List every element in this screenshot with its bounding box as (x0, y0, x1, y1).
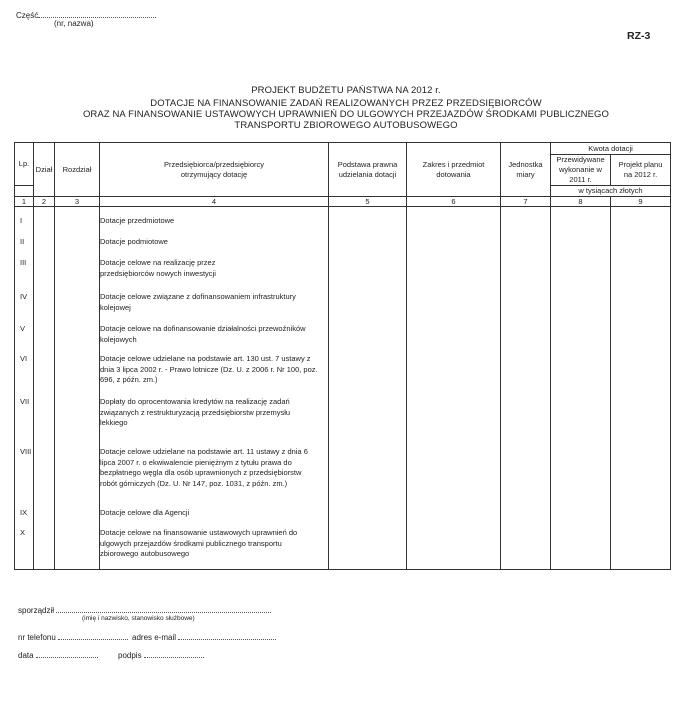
header-zakres: Zakres i przedmiot dotowania (407, 143, 501, 197)
col-num-6: 6 (407, 197, 501, 207)
podpis-field[interactable] (118, 648, 204, 660)
title-line-1: PROJEKT BUDŻETU PAŃSTWA NA 2012 r. (251, 85, 441, 96)
body-cell[interactable] (611, 207, 671, 570)
row-name: Dotacje celowe udzielane na podstawie art. 11 ustawy z dnia 6 lipca 2007 r. o ekwiwalencie pieniężnym z tytułu prawa do bezpłatnego węgla dla osób uprawnionych z przedsiębiorstw robót górniczych (Dz. U. Nr 147, poz. 1031, z późn. zm.) (100, 447, 308, 488)
header-kwota: Kwota dotacji (551, 143, 671, 155)
col-num-1: 1 (15, 197, 34, 207)
header-przedsiebiorca: Przedsiębiorca/przedsiębiorcy otrzymujący dotację (100, 143, 329, 197)
row-lp: VII (20, 397, 30, 406)
header-lp-cont (15, 186, 34, 197)
data-label: data (18, 651, 34, 660)
col-num-3: 3 (55, 197, 100, 207)
row-lp: VI (20, 354, 28, 363)
body-cell[interactable] (407, 207, 501, 570)
title-line-3: ORAZ NA FINANSOWANIE USTAWOWYCH UPRAWNIEŃ DO ULGOWYCH PRZEJAZDÓW ŚRODKAMI PUBLICZNEGO (82, 109, 610, 120)
data-dots (36, 648, 98, 658)
sporzadzil-field[interactable] (18, 603, 271, 615)
body-cell[interactable] (501, 207, 551, 570)
header-jednostka: Jednostka miary (501, 143, 551, 197)
sporzadzil-label: sporządził (18, 606, 55, 615)
col-num-5: 5 (329, 197, 407, 207)
czesc-label: Część (16, 11, 39, 20)
row-lp: IV (20, 292, 28, 301)
email-dots (178, 630, 276, 640)
header-unit: w tysiącach złotych (551, 186, 671, 197)
row-name: Dotacje celowe udzielane na podstawie art. 130 ust. 7 ustawy z dnia 3 lipca 2002 r. - Prawo lotnicze (Dz. U. z 2006 r. Nr 100, poz. 696, z późn. zm.) (100, 354, 318, 384)
row-name: Dotacje przedmiotowe (100, 216, 175, 225)
header-przewidywane: Przewidywane wykonanie w 2011 r. (551, 155, 611, 186)
header-podstawa: Podstawa prawna udzielania dotacji (329, 143, 407, 197)
col-num-7: 7 (501, 197, 551, 207)
sporzadzil-dots (56, 603, 271, 613)
row-name: Dotacje celowe dla Agencji (100, 508, 190, 517)
row-name: Dotacje celowe związane z dofinansowaniem infrastruktury kolejowej (100, 292, 296, 312)
podpis-dots (144, 648, 204, 658)
header-rozdzial: Rozdział (55, 143, 100, 197)
col-num-9: 9 (611, 197, 671, 207)
header-lp: Lp. (15, 143, 34, 186)
title-line-4: TRANSPORTU ZBIOROWEGO AUTOBUSOWEGO (234, 120, 458, 131)
col-num-2: 2 (34, 197, 55, 207)
body-cell[interactable] (34, 207, 55, 570)
row-lp: IX (20, 508, 28, 517)
title-line-2: DOTACJE NA FINANSOWANIE ZADAŃ REALIZOWANYCH PRZEZ PRZEDSIĘBIORCÓW (150, 98, 542, 109)
row-name: Dotacje celowe na finansowanie ustawowych uprawnień do ulgowych przejazdów środkami publicznego transportu zbiorowego autobusowego (100, 528, 298, 558)
row-lp: V (20, 324, 26, 333)
body-cell[interactable] (329, 207, 407, 570)
row-name: Dopłaty do oprocentowania kredytów na realizację zadań związanych z restrukturyzacją przedsiębiorstw przemysłu lekkiego (100, 397, 291, 427)
header-projekt: Projekt planu na 2012 r. (611, 155, 671, 186)
row-lp: X (20, 528, 26, 537)
header-dzial: Dział (34, 143, 55, 197)
telefon-dots (58, 630, 128, 640)
sporzadzil-sub: (imię i nazwisko, stanowisko służbowe) (82, 615, 195, 622)
data-field[interactable] (18, 648, 98, 660)
telefon-field[interactable] (18, 630, 128, 642)
row-lp: I (20, 216, 23, 225)
body-cell[interactable] (551, 207, 611, 570)
body-cell[interactable] (55, 207, 100, 570)
form-code: RZ-3 (627, 30, 651, 42)
email-field[interactable] (132, 630, 276, 642)
row-lp: II (20, 237, 25, 246)
col-num-8: 8 (551, 197, 611, 207)
row-lp: III (20, 258, 27, 267)
email-label: adres e-mail (132, 633, 177, 642)
row-lp: VIII (20, 447, 32, 456)
row-name: Dotacje celowe na realizację przez przedsiębiorców nowych inwestycji (100, 258, 216, 278)
row-name: Dotacje celowe na dofinansowanie działalności przewoźników kolejowych (100, 324, 306, 344)
row-name: Dotacje podmiotowe (100, 237, 168, 246)
col-num-4: 4 (100, 197, 329, 207)
czesc-sub: (nr, nazwa) (54, 19, 94, 28)
telefon-label: nr telefonu (18, 633, 56, 642)
czesc-dots (38, 8, 156, 18)
podpis-label: podpis (118, 651, 142, 660)
